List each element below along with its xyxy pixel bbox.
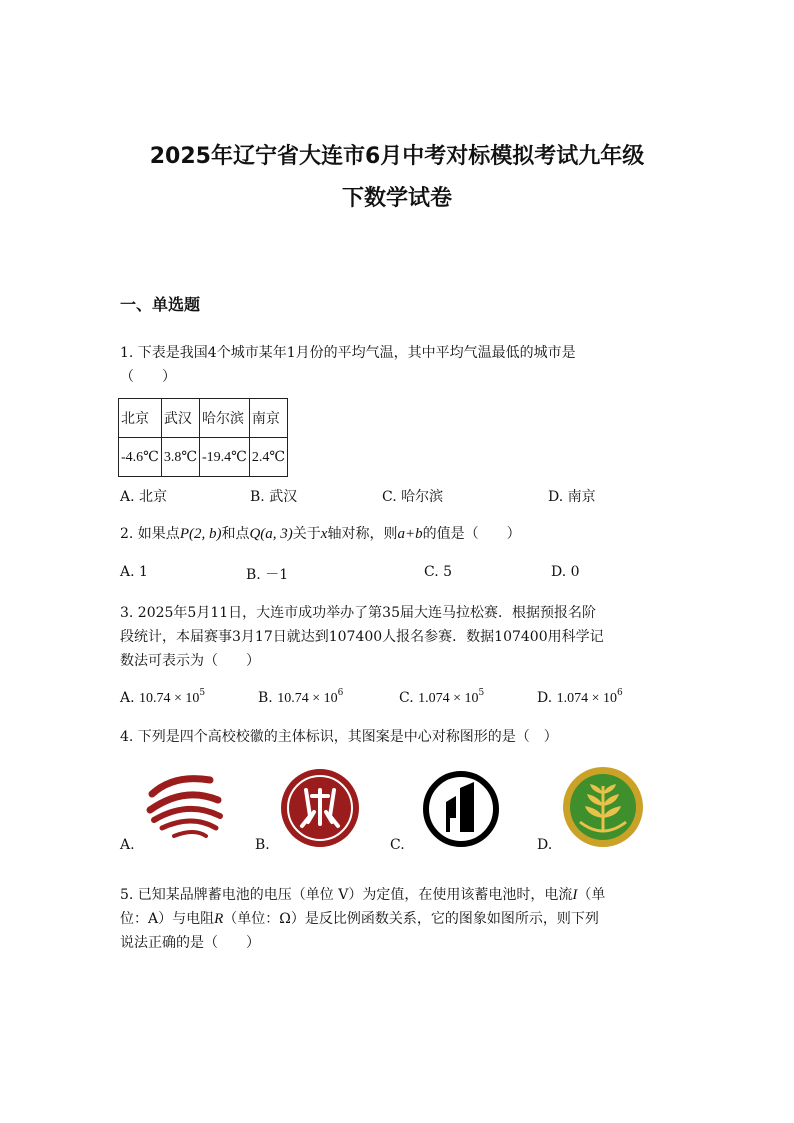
q2-mid3: 轴对称，则 [327, 526, 398, 542]
q1-option-a[interactable]: A. 北京 [120, 489, 168, 505]
q1-option-b[interactable]: B. 武汉 [250, 489, 298, 505]
q2-option-c[interactable]: C. 5 [424, 564, 453, 580]
q3-option-a[interactable] [120, 688, 205, 707]
q2-x-axis: x [320, 526, 328, 542]
q3-option-b[interactable] [258, 688, 343, 707]
option-exponent: 6 [617, 688, 623, 698]
q5-current-symbol: I [572, 887, 578, 903]
table-value-cell: 2.4℃ [249, 438, 287, 477]
option-exponent: 5 [199, 688, 206, 698]
document-title-line2: 下数学试卷 [341, 186, 452, 211]
section-heading: 一、单选题 [120, 295, 201, 314]
option-label: A. [120, 690, 135, 706]
q2-suffix: 的值是（ ） [422, 526, 521, 542]
q5-line2-part2: （单位：Ω）是反比例函数关系，它的图象如图所示，则下列 [223, 911, 599, 927]
option-exponent: 6 [337, 688, 344, 698]
table-value-cell: -19.4℃ [200, 438, 250, 477]
table-value-cell: -4.6℃ [119, 438, 162, 477]
q4-option-d-label[interactable]: D. [537, 837, 553, 853]
q1-option-c[interactable]: C. 哈尔滨 [382, 489, 444, 505]
option-base: 1.074 × 10 [556, 691, 618, 706]
logo-b-seal-icon [280, 768, 360, 848]
q5-resistance-symbol: R [214, 911, 224, 927]
q2-prefix: 2. 如果点 [120, 526, 180, 542]
q4-option-c-label[interactable]: C. [390, 837, 405, 853]
q2-expression: a+b [397, 526, 423, 542]
q3-option-c[interactable] [399, 688, 484, 707]
table-header-cell: 北京 [119, 399, 162, 438]
logo-a-swirl-icon [144, 770, 226, 842]
option-base: 1.074 × 10 [418, 691, 479, 706]
q4-text: 4. 下列是四个高校校徽的主体标识，其图案是中心对称图形的是（ ） [120, 729, 558, 745]
q2-mid1: 和点 [221, 526, 250, 542]
q5-text-line2 [120, 908, 599, 928]
q3-text-line1: 3. 2025年5月11日，大连市成功举办了第35届大连马拉松赛．根据预报名阶 [120, 605, 596, 621]
option-exponent: 5 [478, 688, 485, 698]
q1-text-line2: （ ） [120, 369, 176, 385]
table-header-cell: 哈尔滨 [200, 399, 250, 438]
q5-text-line3: 说法正确的是（ ） [120, 935, 260, 951]
q5-line1-part2: （单 [577, 887, 606, 903]
q1-text-line1: 1. 下表是我国4个城市某年1月份的平均气温，其中平均气温最低的城市是 [120, 345, 576, 361]
logo-c-building-icon [420, 770, 502, 848]
option-base: 10.74 × 10 [277, 691, 338, 706]
q1-option-d[interactable]: D. 南京 [548, 489, 596, 505]
table-value-cell: 3.8℃ [161, 438, 199, 477]
q4-option-a-label[interactable]: A. [120, 837, 135, 853]
q5-line1-part1: 5. 已知某品牌蓄电池的电压（单位 V）为定值，在使用该蓄电池时，电流 [120, 887, 573, 903]
option-label: B. [258, 690, 273, 706]
logo-d-wheat-icon [560, 766, 646, 848]
q4-option-b-label[interactable]: B. [255, 837, 270, 853]
q3-text-line3: 数法可表示为（ ） [120, 653, 260, 669]
q3-text-line2: 段统计，本届赛事3月17日就达到107400人报名参赛．数据107400用科学记 [120, 629, 604, 645]
q3-option-d[interactable] [537, 688, 623, 707]
option-label: C. [399, 690, 414, 706]
q5-text-line1 [120, 884, 605, 904]
option-label: D. [537, 690, 553, 706]
q5-line2-part1: 位：A）与电阻 [120, 911, 215, 927]
q2-option-b[interactable]: B. －1 [246, 567, 289, 583]
table-header-cell: 南京 [249, 399, 287, 438]
table-header-cell: 武汉 [161, 399, 199, 438]
q2-text [120, 523, 521, 543]
option-base: 10.74 × 10 [139, 691, 200, 706]
q2-mid2: 关于 [292, 526, 321, 542]
q1-temperature-table [118, 398, 288, 477]
q2-option-a[interactable]: A. 1 [120, 564, 148, 580]
document-title-line1: 2025年辽宁省大连市6月中考对标模拟考试九年级 [149, 144, 645, 169]
q2-option-d[interactable]: D. 0 [551, 564, 580, 580]
q2-point-q: Q(a, 3) [249, 526, 293, 542]
q2-point-p: P(2, b) [179, 526, 222, 542]
